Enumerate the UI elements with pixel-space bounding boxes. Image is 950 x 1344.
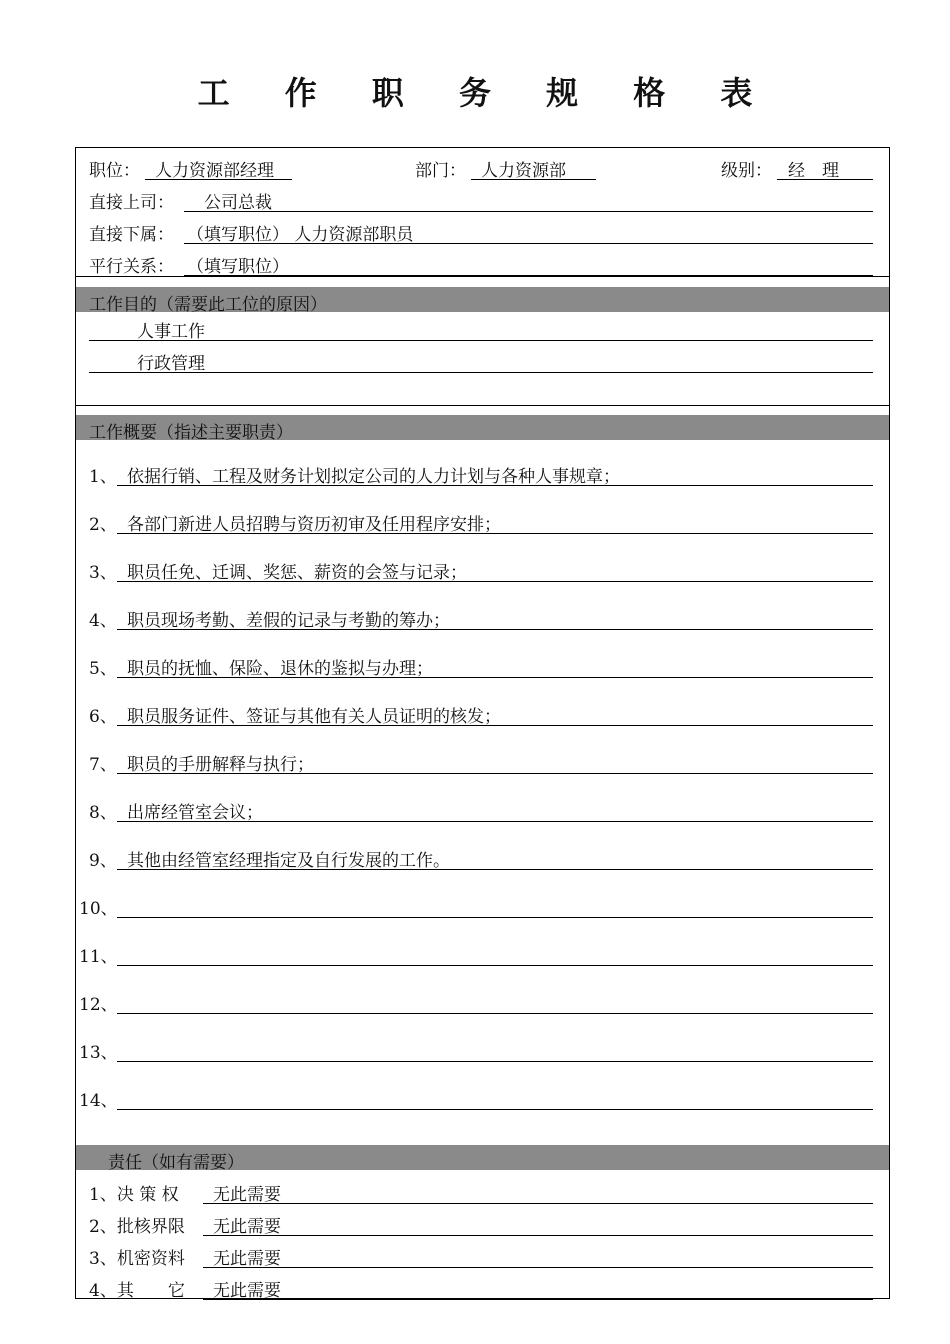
subordinate-value[interactable]: （填写职位） 人力资源部职员: [187, 225, 414, 245]
summary-item-number: 13、: [79, 1043, 118, 1063]
purpose-item[interactable]: 人事工作: [137, 322, 205, 342]
summary-item-underline: [117, 485, 873, 486]
responsibility-underline: [203, 1267, 873, 1268]
position-label: 职位：: [89, 161, 140, 181]
section-divider: [75, 405, 890, 406]
supervisor-underline: [184, 211, 873, 212]
summary-item-underline: [117, 965, 873, 966]
summary-item-number: 6、: [89, 707, 117, 727]
summary-item-number: 11、: [79, 947, 118, 967]
summary-item-text[interactable]: 职员现场考勤、差假的记录与考勤的筹办；: [127, 611, 450, 631]
responsibility-value[interactable]: 无此需要: [213, 1185, 281, 1205]
summary-item-number: 10、: [79, 899, 118, 919]
summary-item-underline: [117, 677, 873, 678]
responsibility-label: 2、批核界限: [89, 1217, 185, 1237]
parallel-label: 平行关系：: [89, 257, 174, 277]
summary-item-underline: [117, 1013, 873, 1014]
responsibility-underline: [203, 1299, 873, 1300]
responsibility-heading: 责任（如有需要）: [108, 1153, 244, 1173]
summary-item-number: 2、: [89, 515, 117, 535]
summary-item-underline: [117, 1109, 873, 1110]
responsibility-value[interactable]: 无此需要: [213, 1281, 281, 1301]
summary-heading: 工作概要（指述主要职责）: [89, 423, 293, 443]
page-title: 工 作 职 务 规 格 表: [197, 74, 775, 112]
responsibility-label: 4、其 它: [89, 1281, 185, 1301]
summary-item-text[interactable]: 各部门新进人员招聘与资历初审及任用程序安排；: [127, 515, 501, 535]
summary-item-underline: [117, 629, 873, 630]
summary-item-text[interactable]: 职员的抚恤、保险、退休的鉴拟与办理；: [127, 659, 433, 679]
summary-item-number: 7、: [89, 755, 117, 775]
summary-item-number: 1、: [89, 467, 117, 487]
responsibility-underline: [203, 1203, 873, 1204]
summary-item-text[interactable]: 职员服务证件、签证与其他有关人员证明的核发；: [127, 707, 501, 727]
summary-item-underline: [117, 869, 873, 870]
responsibility-label: 1、决 策 权: [89, 1185, 179, 1205]
supervisor-label: 直接上司：: [89, 193, 174, 213]
position-value[interactable]: 人力资源部经理: [155, 161, 274, 181]
summary-item-text[interactable]: 出席经管室会议；: [127, 803, 263, 823]
purpose-item[interactable]: 行政管理: [137, 354, 205, 374]
responsibility-label: 3、机密资料: [89, 1249, 185, 1269]
subordinate-underline: [184, 243, 873, 244]
summary-item-underline: [117, 917, 873, 918]
summary-item-underline: [117, 725, 873, 726]
purpose-heading: 工作目的（需要此工位的原因）: [89, 295, 327, 315]
purpose-underline: [89, 372, 873, 373]
summary-item-number: 4、: [89, 611, 117, 631]
responsibility-heading-band: [76, 1145, 889, 1173]
summary-item-underline: [117, 533, 873, 534]
summary-item-underline: [117, 1061, 873, 1062]
position-underline: [145, 179, 292, 180]
summary-item-number: 12、: [79, 995, 118, 1015]
section-divider: [75, 276, 890, 277]
summary-heading-band: [76, 415, 889, 443]
summary-item-number: 8、: [89, 803, 117, 823]
dept-underline: [471, 179, 596, 180]
purpose-underline: [89, 340, 873, 341]
summary-item-text[interactable]: 职员任免、迁调、奖惩、薪资的会签与记录；: [127, 563, 467, 583]
summary-item-number: 9、: [89, 851, 117, 871]
dept-value[interactable]: 人力资源部: [481, 161, 566, 181]
summary-item-underline: [117, 773, 873, 774]
level-label: 级别：: [721, 161, 772, 181]
summary-item-text[interactable]: 职员的手册解释与执行；: [127, 755, 314, 775]
summary-item-underline: [117, 821, 873, 822]
parallel-value[interactable]: （填写职位）: [187, 257, 289, 277]
level-underline: [777, 179, 873, 180]
summary-item-text[interactable]: 其他由经管室经理指定及自行发展的工作。: [127, 851, 450, 871]
level-value[interactable]: 经 理: [788, 161, 839, 181]
summary-item-number: 14、: [79, 1091, 118, 1111]
summary-item-number: 5、: [89, 659, 117, 679]
responsibility-value[interactable]: 无此需要: [213, 1249, 281, 1269]
purpose-heading-band: [76, 287, 889, 315]
responsibility-value[interactable]: 无此需要: [213, 1217, 281, 1237]
summary-item-text[interactable]: 依据行销、工程及财务计划拟定公司的人力计划与各种人事规章；: [127, 467, 620, 487]
subordinate-label: 直接下属：: [89, 225, 174, 245]
responsibility-underline: [203, 1235, 873, 1236]
dept-label: 部门：: [415, 161, 466, 181]
summary-item-underline: [117, 581, 873, 582]
supervisor-value[interactable]: 公司总裁: [204, 193, 272, 213]
summary-item-number: 3、: [89, 563, 117, 583]
